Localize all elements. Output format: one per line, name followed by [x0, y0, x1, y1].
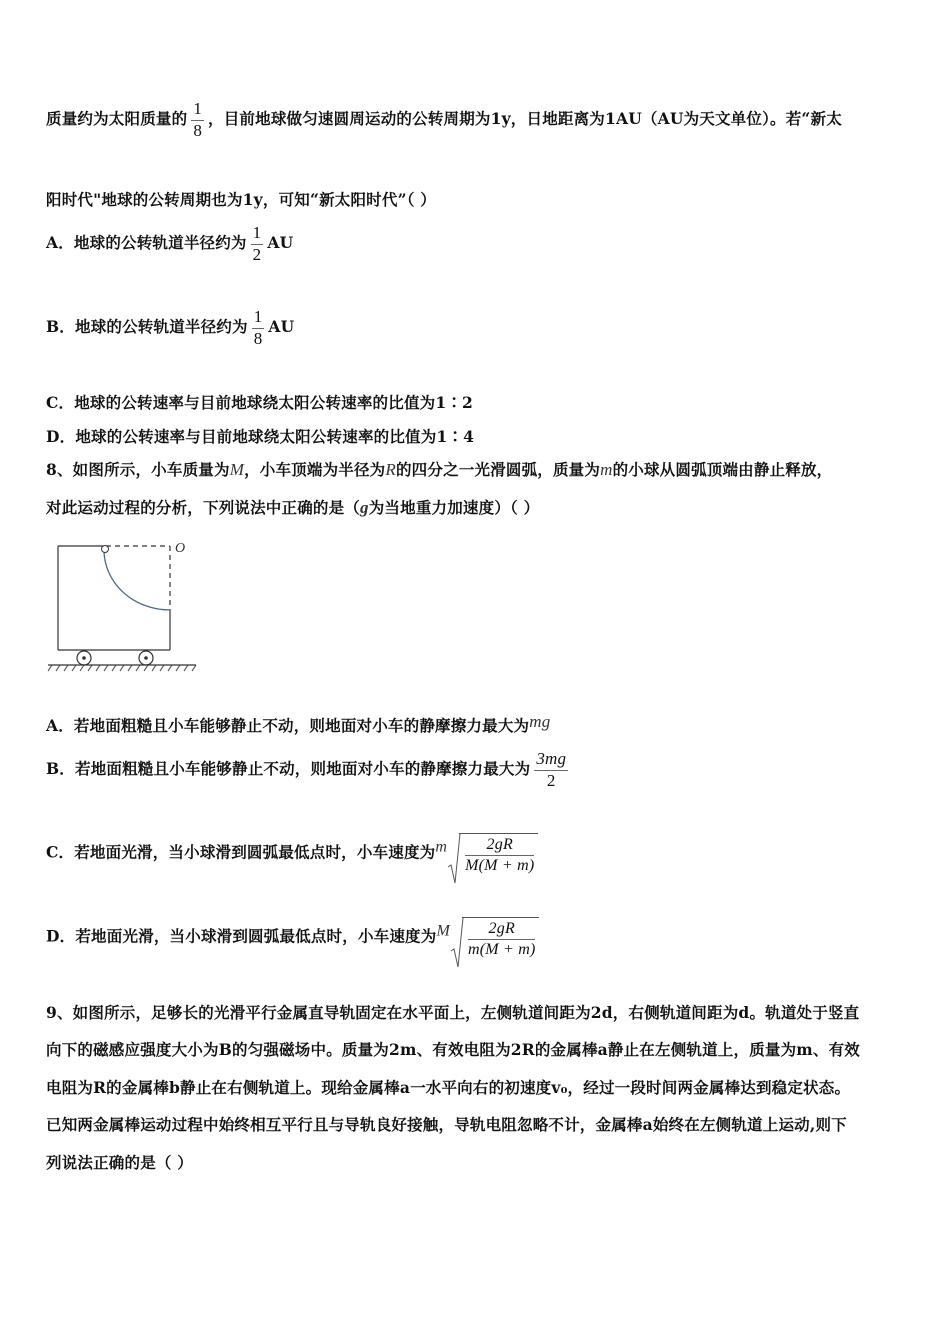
sqrt-expression: $\frac{2gR}{m(M + m)}$	[450, 917, 540, 958]
q7-line-2: 阳时代"地球的公转周期也为1y，可知“新太阳时代”（ ）	[46, 190, 436, 209]
cart-arc-figure	[44, 538, 204, 673]
q7-option-b: B．地球的公转轨道半径约为 $\frac{1}{8}$ AU	[46, 307, 295, 348]
fraction-one-eighth: $\frac{1}{8}$	[253, 307, 263, 348]
radical-sign-icon	[450, 917, 464, 971]
fraction-one-half: $\frac{1}{2}$	[252, 223, 262, 264]
q9-line-3: 电阻为R的金属棒b静止在右侧轨道上。现给金属棒a一水平向右的初速度v₀，经过一段时间两金属棒达到稳定状态。	[46, 1078, 851, 1097]
q8-option-a: A．若地面粗糙且小车能够静止不动，则地面对小车的静摩擦力最大为mg	[46, 712, 551, 735]
q7-option-a: A．地球的公转轨道半径约为 $\frac{1}{2}$ AU	[46, 223, 294, 264]
q8-line-1: 8、如图所示，小车质量为M，小车顶端为半径为R的四分之一光滑圆弧，质量为m的小球从圆弧顶端由静止释放，	[46, 460, 833, 479]
q8-option-d: D．若地面光滑，当小球滑到圆弧最低点时，小车速度为M $\frac{2gR}{m(M + m)}$	[46, 917, 539, 958]
sqrt-expression: $\frac{2gR}{M(M + m)}$	[447, 833, 538, 874]
point-o-label: O	[175, 541, 186, 556]
cart-diagram	[44, 538, 204, 673]
q7-option-d: D．地球的公转速率与目前地球绕太阳公转速率的比值为1∶4	[46, 427, 475, 446]
fraction-3mg-over-2: $\frac{3mg}{2}$	[536, 749, 567, 790]
q7-text: 质量约为太阳质量的	[46, 109, 188, 129]
q9-line-1: 9、如图所示，足够长的光滑平行金属直导轨固定在水平面上，左侧轨道间距为2d，右侧轨道间距为d。轨道处于竖直	[46, 1003, 860, 1022]
q9-line-4: 已知两金属棒运动过程中始终相互平行且与导轨良好接触，导轨电阻忽略不计，金属棒a始终在左侧轨道上运动,则下	[46, 1115, 847, 1134]
q9-line-5: 列说法正确的是（ ）	[46, 1153, 193, 1172]
radical-sign-icon	[447, 833, 461, 887]
q9-line-2: 向下的磁感应强度大小为B的匀强磁场中。质量为2m、有效电阻为2R的金属棒a静止在左侧轨道上，质量为m、有效	[46, 1040, 860, 1059]
q8-option-b: B．若地面粗糙且小车能够静止不动，则地面对小车的静摩擦力最大为 $\frac{3mg}{2}$	[46, 749, 567, 790]
q7-line-1	[46, 100, 842, 140]
q7-text: ，目前地球做匀速圆周运动的公转周期为1y，日地距离为1AU（AU为天文单位）。若“新太	[208, 109, 842, 129]
fraction-one-eighth: $\frac{1}{8}$	[193, 99, 203, 140]
q8-line-2: 对此运动过程的分析，下列说法中正确的是（g为当地重力加速度）（ ）	[46, 498, 540, 517]
q8-option-c: C．若地面光滑，当小球滑到圆弧最低点时，小车速度为m $\frac{2gR}{M(M + m)}$	[46, 833, 538, 874]
q7-option-c: C．地球的公转速率与目前地球绕太阳公转速率的比值为1∶2	[46, 393, 474, 412]
